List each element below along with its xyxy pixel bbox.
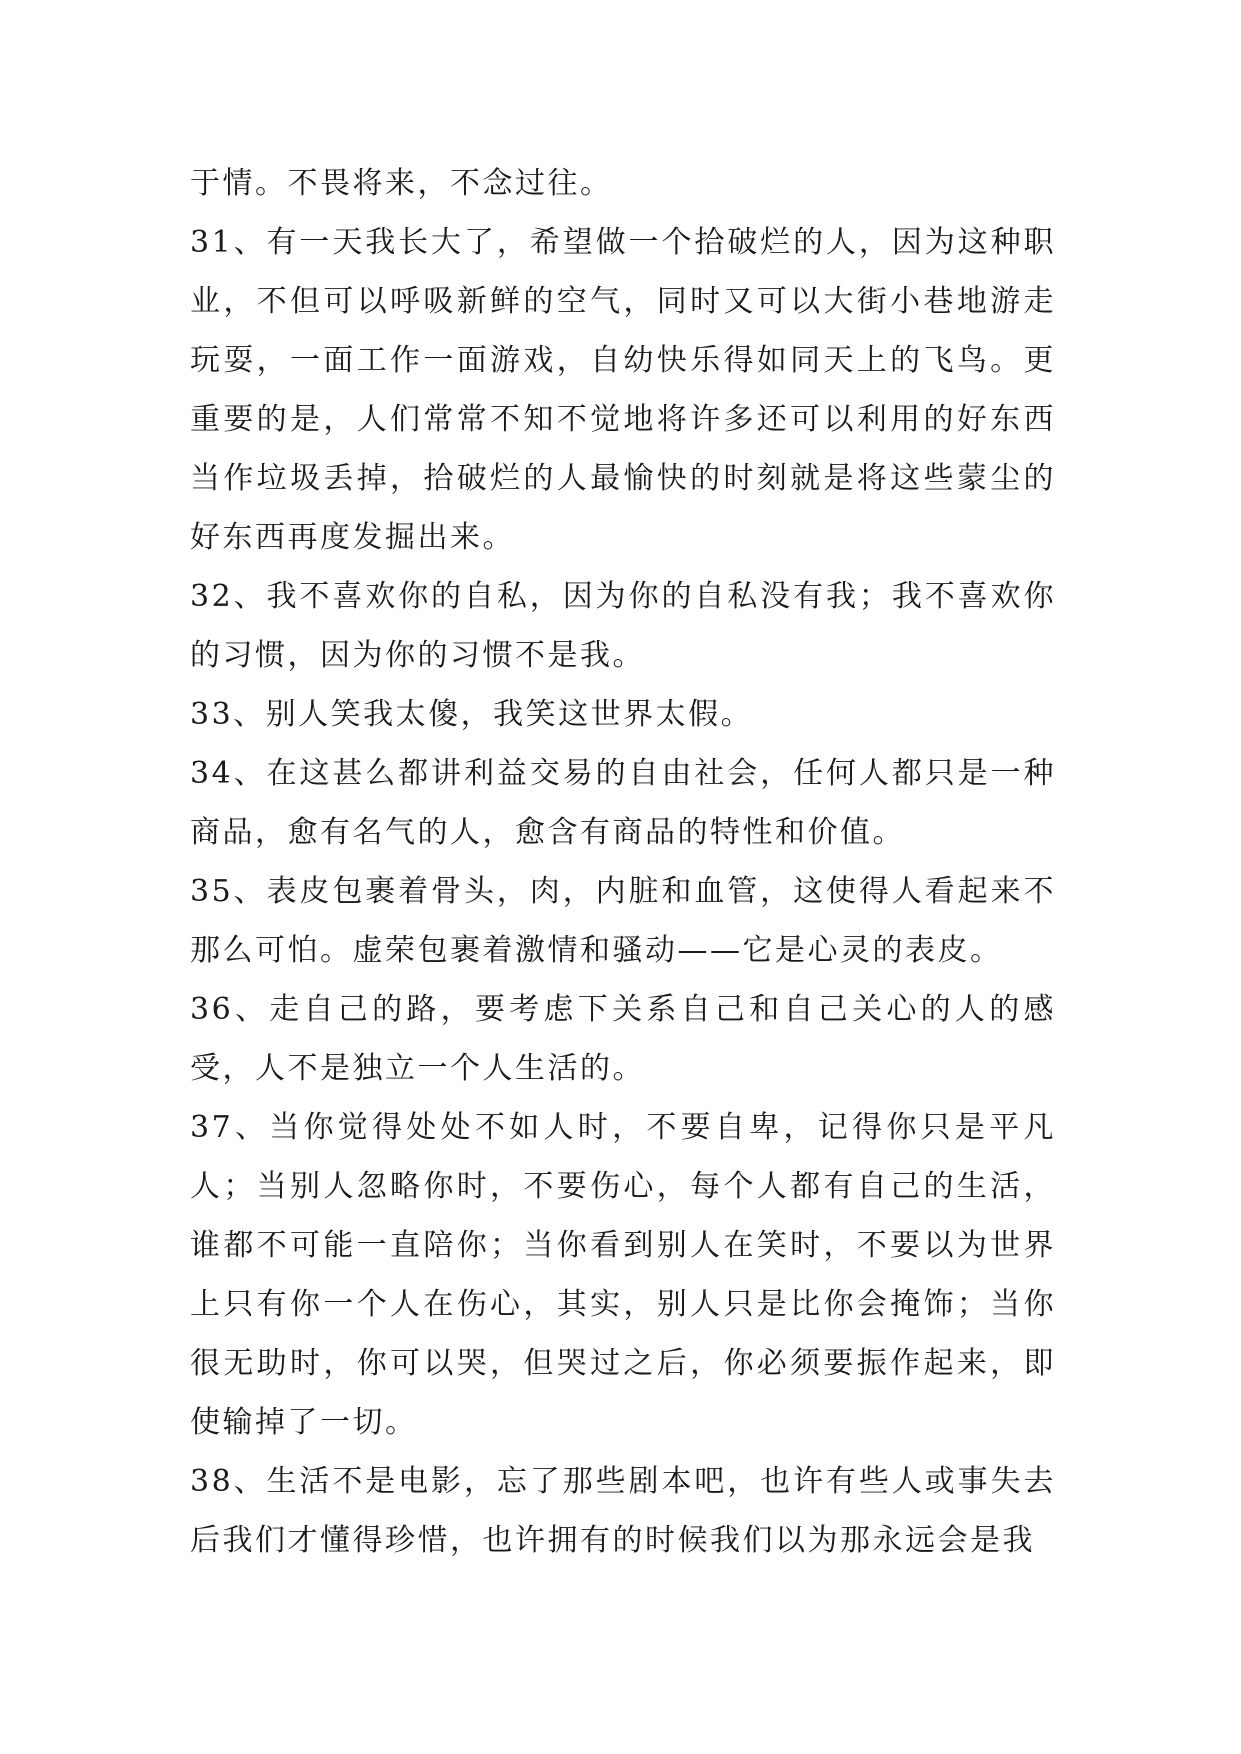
paragraph-36: 36、走自己的路，要考虑下关系自己和自己关心的人的感受，人不是独立一个人生活的。 [190,992,1056,1086]
paragraph-31: 31、有一天我长大了，希望做一个拾破烂的人，因为这种职业，不但可以呼吸新鲜的空气，同时又可以大街小巷地游走玩耍，一面工作一面游戏，自幼快乐得如同天上的飞鸟。更重要的是，人们常常不知不觉地将许多还可以利用的好东西当作垃圾丢掉，拾破烂的人最愉快的时刻就是将这些蒙尘的好东西再度发掘出来。 [190,225,1056,555]
paragraph-37: 37、当你觉得处处不如人时，不要自卑，记得你只是平凡人；当别人忽略你时，不要伤心，每个人都有自己的生活，谁都不可能一直陪你；当你看到别人在笑时，不要以为世界上只有你一个人在伤心，其实，别人只是比你会掩饰；当你很无助时，你可以哭，但哭过之后，你必须要振作起来，即使输掉了一切。 [190,1110,1056,1440]
paragraph-33: 33、别人笑我太傻，我笑这世界太假。 [190,697,754,732]
paragraph-34: 34、在这甚么都讲利益交易的自由社会，任何人都只是一种商品，愈有名气的人，愈含有商品的特性和价值。 [190,756,1056,850]
paragraph-38: 38、生活不是电影，忘了那些剧本吧，也许有些人或事失去后我们才懂得珍惜，也许拥有的时候我们以为那永远会是我 [190,1464,1056,1558]
document-body [190,154,1056,1570]
paragraph-32: 32、我不喜欢你的自私，因为你的自私没有我；我不喜欢你的习惯，因为你的习惯不是我。 [190,579,1056,673]
paragraph-continuation: 于情。不畏将来，不念过往。 [190,166,613,201]
paragraph-35: 35、表皮包裹着骨头，肉，内脏和血管，这使得人看起来不那么可怕。虚荣包裹着激情和骚动——它是心灵的表皮。 [190,874,1056,968]
